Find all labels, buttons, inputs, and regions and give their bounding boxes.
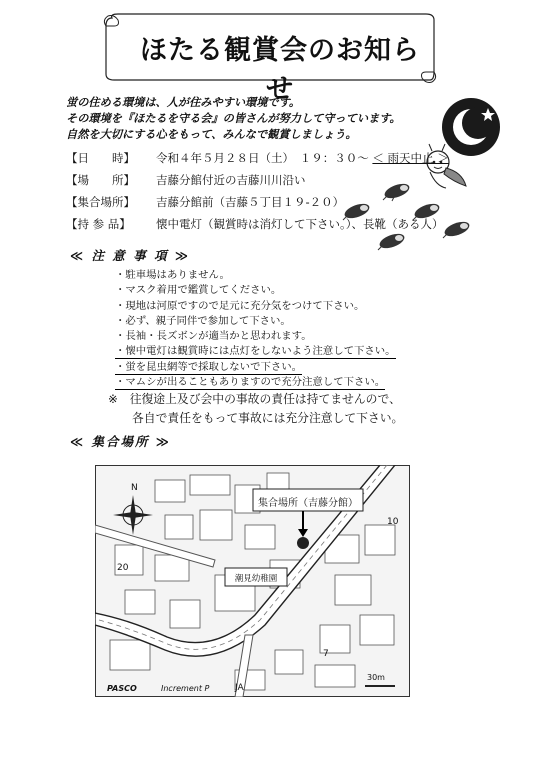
- kindergarten-label: 潮見幼稚園: [234, 574, 278, 584]
- info-value: 懐中電灯（観賞時は消灯して下さい。）、長靴（ある人）: [156, 217, 444, 231]
- map-heading: ≪ 集合場所 ≫: [70, 434, 171, 449]
- pasco-credit: PASCO: [107, 684, 137, 693]
- note-item: ・懐中電灯は観賞時には点灯をしないよう注意して下さい。: [115, 345, 396, 358]
- note-item: ・蛍を昆虫網等で採取しないで下さい。: [115, 360, 303, 373]
- north-label: N: [131, 483, 138, 493]
- scale-label: 30m: [367, 673, 385, 682]
- intro-line: 自然を大切にする心をもって、みんなで観賞しましょう。: [66, 128, 357, 141]
- info-row-items: [66, 216, 444, 232]
- firefly-icon: [375, 230, 409, 252]
- meeting-point-label: 集合場所（吉藤分館）: [258, 498, 358, 509]
- rain-cancel-note: ＜ 雨天中止 ＞: [372, 151, 449, 165]
- intro-line: その環境を『ほたるを守る会』の皆さんが努力して守っています。: [66, 112, 401, 125]
- intro-text: [66, 95, 446, 143]
- caution-mark: ※: [108, 392, 118, 406]
- block-number: 7: [323, 649, 329, 659]
- info-key: 【日 時】: [66, 151, 135, 165]
- note-item: ・マムシが出ることもありますので充分注意して下さい。: [115, 376, 386, 389]
- note-item: ・現地は河原ですので足元に充分気をつけて下さい。: [115, 299, 365, 312]
- info-value: 吉藤分館前（吉藤５丁目１９-２０）: [156, 195, 345, 209]
- notes-list: [115, 268, 396, 390]
- note-item: ・必ず、親子同伴で参加して下さい。: [115, 314, 291, 327]
- info-key: 【持 参 品】: [66, 217, 131, 231]
- info-row-date: [66, 150, 449, 166]
- increment-credit: Increment P: [161, 684, 210, 693]
- intro-line: 蛍の住める環境は、人が住みやすい環境です。: [66, 96, 301, 109]
- caution-line: 各自で責任をもって事故には充分注意して下さい。: [132, 411, 404, 425]
- notes-heading: ≪ 注 意 事 項 ≫: [70, 248, 190, 263]
- firefly-icon: [380, 180, 414, 202]
- note-item: ・マスク着用で鑑賞してください。: [115, 284, 282, 297]
- info-value: 吉藤分館付近の吉藤川川沿い: [156, 173, 306, 187]
- info-key: 【集合場所】: [66, 195, 135, 209]
- block-number: 20: [117, 563, 129, 573]
- caution-line: 往復途上及び会中の事故の責任は持てませんので、: [129, 392, 401, 406]
- info-key: 【場 所】: [66, 173, 135, 187]
- page-title: ほたる観賞会のお知らせ: [140, 35, 420, 105]
- meeting-place-map: [95, 465, 410, 697]
- info-value: 令和４年５月２８日（土） １９：３０～: [156, 151, 369, 165]
- note-item: ・長袖・長ズボンが適当かと思われます。: [115, 330, 312, 343]
- info-row-place: [66, 172, 306, 188]
- note-item: ・駐車場はありません。: [115, 269, 230, 281]
- caution-block: [108, 390, 403, 428]
- block-number: 10: [387, 517, 399, 527]
- firefly-icon: [440, 218, 474, 240]
- info-row-meeting: [66, 194, 344, 210]
- ja-label: JA: [235, 683, 244, 693]
